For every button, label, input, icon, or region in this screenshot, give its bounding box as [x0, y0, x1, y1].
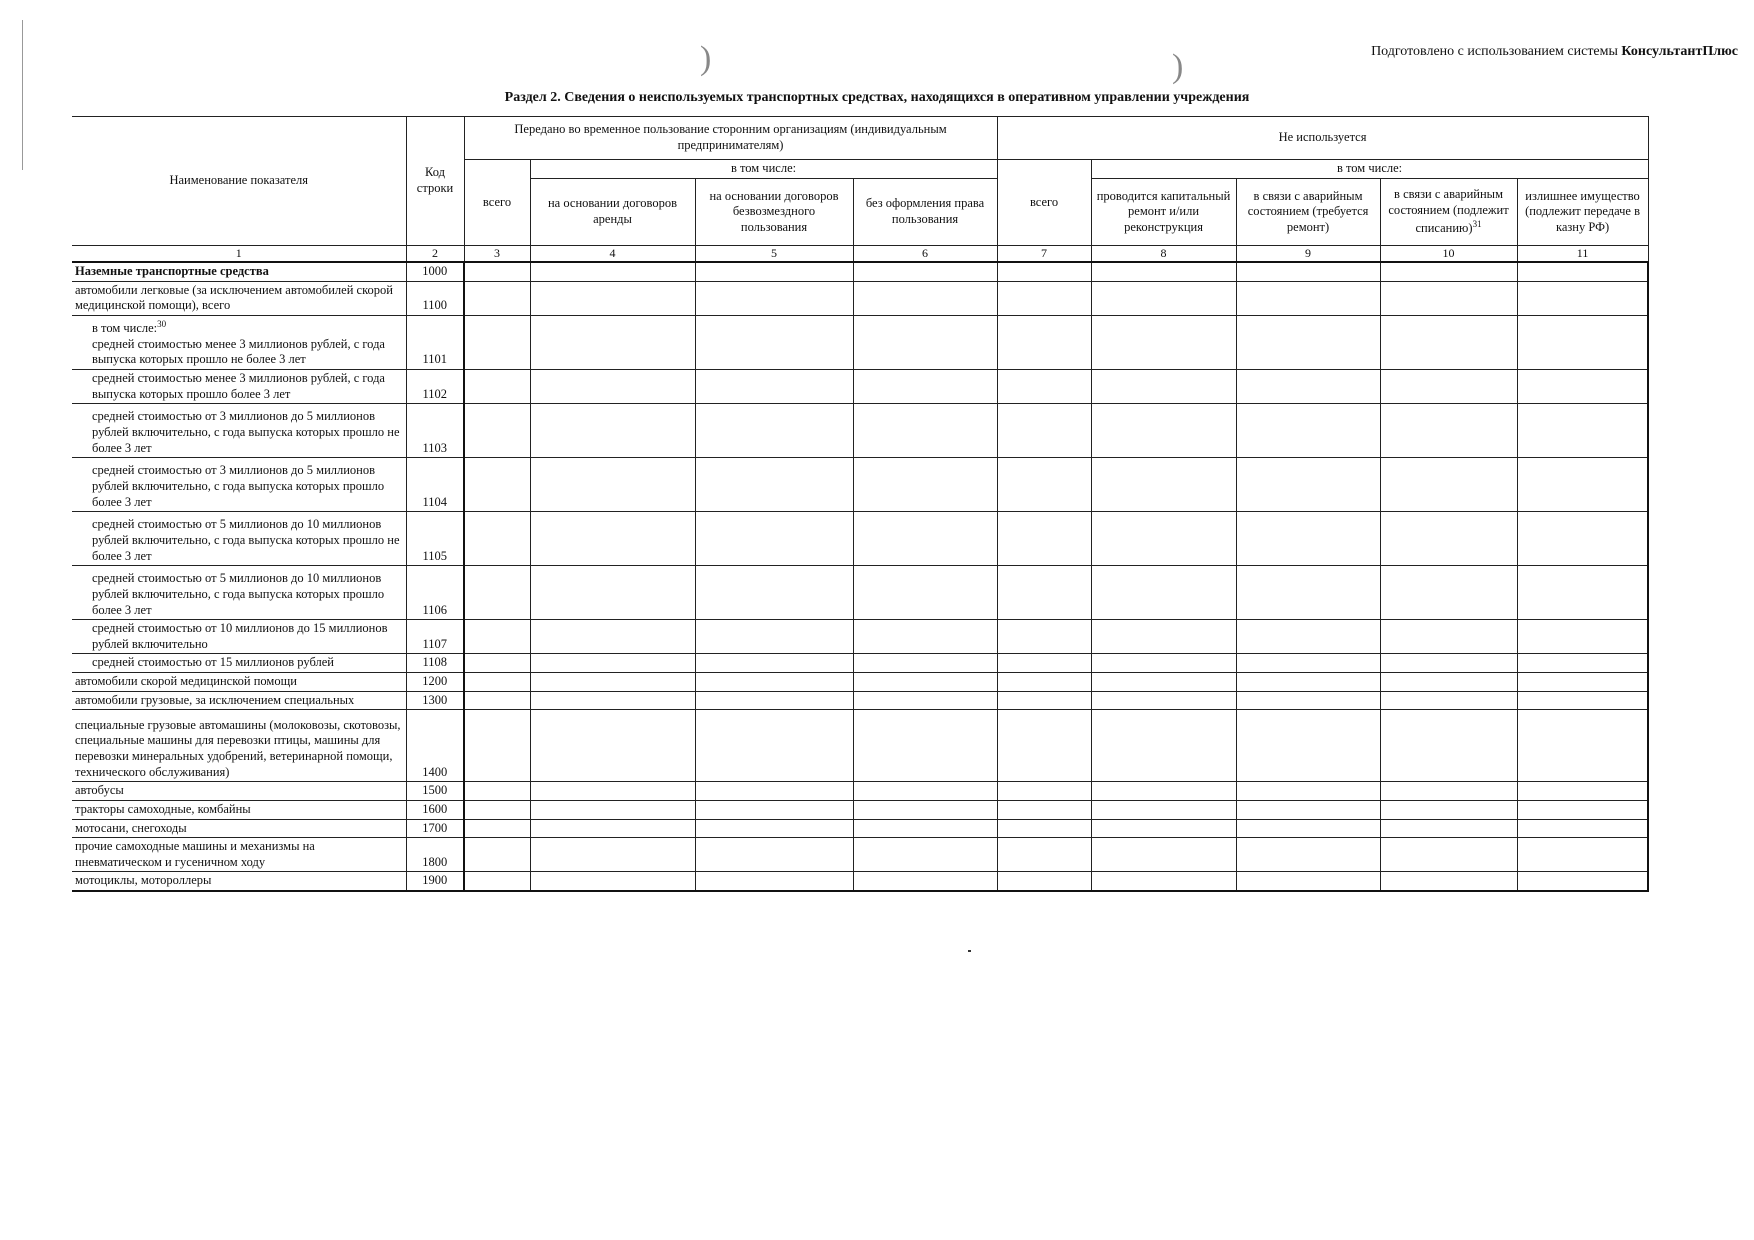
value-cell-col-10[interactable]: [1380, 838, 1517, 872]
value-cell-col-6[interactable]: [853, 404, 997, 458]
value-cell-col-6[interactable]: [853, 872, 997, 891]
value-cell-col-5[interactable]: [695, 691, 853, 710]
value-cell-col-8[interactable]: [1091, 710, 1236, 782]
value-cell-col-7[interactable]: [997, 800, 1091, 819]
value-cell-col-7[interactable]: [997, 819, 1091, 838]
table-row: [72, 315, 1648, 369]
value-cell-col-5[interactable]: [695, 512, 853, 566]
value-cell-col-5[interactable]: [695, 620, 853, 654]
value-cell-col-11[interactable]: [1517, 404, 1648, 458]
row-code: 1101: [406, 315, 464, 369]
value-cell-col-3[interactable]: [464, 512, 530, 566]
column-number: 10: [1380, 246, 1517, 263]
value-cell-col-3[interactable]: [464, 404, 530, 458]
row-code: 1700: [406, 819, 464, 838]
value-cell-col-10[interactable]: [1380, 566, 1517, 620]
row-code: 1103: [406, 404, 464, 458]
row-name: [72, 654, 406, 673]
value-cell-col-7[interactable]: [997, 315, 1091, 369]
value-cell-col-6[interactable]: [853, 369, 997, 403]
value-cell-col-9[interactable]: [1236, 673, 1380, 692]
row-code: 1102: [406, 369, 464, 403]
value-cell-col-7[interactable]: [997, 281, 1091, 315]
value-cell-col-11[interactable]: [1517, 566, 1648, 620]
row-name-text: автомобили грузовые, за исключением специальных: [75, 692, 355, 707]
value-cell-col-8[interactable]: [1091, 872, 1236, 891]
row-name-text: Наземные транспортные средства: [75, 264, 269, 278]
value-cell-col-11[interactable]: [1517, 819, 1648, 838]
column-number: 6: [853, 246, 997, 263]
row-code: 1100: [406, 281, 464, 315]
value-cell-col-4[interactable]: [530, 620, 695, 654]
row-code: 1108: [406, 654, 464, 673]
value-cell-col-3[interactable]: [464, 369, 530, 403]
value-cell-col-5[interactable]: [695, 782, 853, 801]
col-header-code: Код строки: [406, 117, 464, 246]
value-cell-col-10[interactable]: [1380, 710, 1517, 782]
row-code: 1000: [406, 262, 464, 281]
scan-speck: [968, 950, 971, 952]
value-cell-col-3[interactable]: [464, 262, 530, 281]
value-cell-col-4[interactable]: [530, 458, 695, 512]
value-cell-col-11[interactable]: [1517, 262, 1648, 281]
value-cell-col-8[interactable]: [1091, 691, 1236, 710]
column-number: 8: [1091, 246, 1236, 263]
row-name-text: средней стоимостью от 10 миллионов до 15 миллионов рублей включительно: [92, 621, 388, 651]
value-cell-col-5[interactable]: [695, 710, 853, 782]
value-cell-col-3[interactable]: [464, 620, 530, 654]
value-cell-col-4[interactable]: [530, 262, 695, 281]
value-cell-col-4[interactable]: [530, 315, 695, 369]
table-row: [72, 710, 1648, 782]
value-cell-col-5[interactable]: [695, 819, 853, 838]
scan-artifact-parenthesis: ): [700, 40, 712, 77]
value-cell-col-7[interactable]: [997, 512, 1091, 566]
value-cell-col-9[interactable]: [1236, 782, 1380, 801]
value-cell-col-4[interactable]: [530, 404, 695, 458]
row-name-text: средней стоимостью от 5 миллионов до 10 миллионов рублей включительно, с года выпуска которых прошло не более 3 лет: [92, 517, 400, 563]
value-cell-col-4[interactable]: [530, 872, 695, 891]
value-cell-col-5[interactable]: [695, 800, 853, 819]
value-cell-col-8[interactable]: [1091, 819, 1236, 838]
value-cell-col-10[interactable]: [1380, 620, 1517, 654]
table-row: [72, 620, 1648, 654]
value-cell-col-7[interactable]: [997, 673, 1091, 692]
row-name: [72, 710, 406, 782]
column-number: 9: [1236, 246, 1380, 263]
value-cell-col-11[interactable]: [1517, 620, 1648, 654]
row-name: [72, 369, 406, 403]
row-name-text: автобусы: [75, 783, 124, 798]
value-cell-col-6[interactable]: [853, 710, 997, 782]
row-name-text: прочие самоходные машины и механизмы на пневматическом и гусеничном ходу: [75, 839, 315, 869]
value-cell-col-8[interactable]: [1091, 262, 1236, 281]
row-code: 1105: [406, 512, 464, 566]
column-number-row: [72, 246, 1648, 263]
consultant-plus-note: [1371, 44, 1738, 60]
row-name: [72, 262, 406, 281]
value-cell-col-11[interactable]: [1517, 315, 1648, 369]
value-cell-col-11[interactable]: [1517, 512, 1648, 566]
value-cell-col-3[interactable]: [464, 281, 530, 315]
col-group-transferred: Передано во временное пользование сторонним организациям (индивидуальным предпринимателям): [464, 117, 997, 160]
note-brand: КонсультантПлюс: [1621, 44, 1738, 59]
value-cell-col-4[interactable]: [530, 369, 695, 403]
value-cell-col-8[interactable]: [1091, 620, 1236, 654]
column-number: 7: [997, 246, 1091, 263]
value-cell-col-4[interactable]: [530, 281, 695, 315]
value-cell-col-5[interactable]: [695, 838, 853, 872]
value-cell-col-9[interactable]: [1236, 691, 1380, 710]
col-header-6: без оформления права пользования: [853, 179, 997, 246]
value-cell-col-9[interactable]: [1236, 315, 1380, 369]
row-name-text: автомобили скорой медицинской помощи: [75, 674, 297, 688]
value-cell-col-7[interactable]: [997, 369, 1091, 403]
value-cell-col-6[interactable]: [853, 654, 997, 673]
value-cell-col-6[interactable]: [853, 458, 997, 512]
value-cell-col-6[interactable]: [853, 512, 997, 566]
value-cell-col-5[interactable]: [695, 315, 853, 369]
row-name-text: средней стоимостью менее 3 миллионов рублей, с года выпуска которых прошло более 3 лет: [92, 370, 385, 401]
value-cell-col-10[interactable]: [1380, 262, 1517, 281]
value-cell-col-3[interactable]: [464, 673, 530, 692]
value-cell-col-3[interactable]: [464, 838, 530, 872]
table-row: [72, 404, 1648, 458]
table-row: [72, 566, 1648, 620]
row-name-text: средней стоимостью от 15 миллионов рублей: [92, 655, 334, 670]
row-name: [72, 819, 406, 838]
row-name-text: средней стоимостью от 5 миллионов до 10 миллионов рублей включительно, с года выпуска которых прошло более 3 лет: [92, 571, 385, 617]
value-cell-col-6[interactable]: [853, 782, 997, 801]
value-cell-col-8[interactable]: [1091, 838, 1236, 872]
col-sub-transferred: в том числе:: [530, 160, 997, 179]
row-prefix: [92, 319, 403, 337]
row-name: [72, 281, 406, 315]
row-code: 1900: [406, 872, 464, 891]
value-cell-col-8[interactable]: [1091, 315, 1236, 369]
row-name: [72, 566, 406, 620]
value-cell-col-9[interactable]: [1236, 281, 1380, 315]
value-cell-col-4[interactable]: [530, 566, 695, 620]
col-header-7: всего: [997, 160, 1091, 246]
value-cell-col-4[interactable]: [530, 654, 695, 673]
value-cell-col-3[interactable]: [464, 782, 530, 801]
value-cell-col-10[interactable]: [1380, 404, 1517, 458]
value-cell-col-6[interactable]: [853, 800, 997, 819]
value-cell-col-3[interactable]: [464, 872, 530, 891]
row-code: 1400: [406, 710, 464, 782]
value-cell-col-4[interactable]: [530, 782, 695, 801]
value-cell-col-11[interactable]: [1517, 654, 1648, 673]
value-cell-col-11[interactable]: [1517, 369, 1648, 403]
col-header-8: проводится капитальный ремонт и/или реконструкция: [1091, 179, 1236, 246]
col-header-10: [1380, 179, 1517, 246]
value-cell-col-8[interactable]: [1091, 512, 1236, 566]
value-cell-col-7[interactable]: [997, 838, 1091, 872]
value-cell-col-7[interactable]: [997, 710, 1091, 782]
value-cell-col-6[interactable]: [853, 838, 997, 872]
table-row: [72, 262, 1648, 281]
value-cell-col-8[interactable]: [1091, 782, 1236, 801]
section-title: Раздел 2. Сведения о неиспользуемых транспортных средствах, находящихся в оперативном управлении учреждения: [504, 90, 1250, 105]
row-prefix-text: в том числе:: [92, 321, 158, 335]
value-cell-col-9[interactable]: [1236, 838, 1380, 872]
value-cell-col-5[interactable]: [695, 262, 853, 281]
value-cell-col-9[interactable]: [1236, 819, 1380, 838]
table-row: [72, 800, 1648, 819]
value-cell-col-9[interactable]: [1236, 369, 1380, 403]
value-cell-col-9[interactable]: [1236, 458, 1380, 512]
value-cell-col-5[interactable]: [695, 654, 853, 673]
col-header-10-footnote: 31: [1472, 218, 1482, 229]
value-cell-col-4[interactable]: [530, 710, 695, 782]
row-code: 1300: [406, 691, 464, 710]
value-cell-col-10[interactable]: [1380, 819, 1517, 838]
row-name-text: средней стоимостью от 3 миллионов до 5 миллионов рублей включительно, с года выпуска которых прошло более 3 лет: [92, 463, 385, 509]
row-name-text: средней стоимостью от 3 миллионов до 5 миллионов рублей включительно, с года выпуска которых прошло не более 3 лет: [92, 409, 400, 455]
value-cell-col-5[interactable]: [695, 404, 853, 458]
row-code: 1600: [406, 800, 464, 819]
value-cell-col-9[interactable]: [1236, 872, 1380, 891]
value-cell-col-9[interactable]: [1236, 566, 1380, 620]
col-header-11: излишнее имущество (подлежит передаче в казну РФ): [1517, 179, 1648, 246]
value-cell-col-3[interactable]: [464, 800, 530, 819]
value-cell-col-6[interactable]: [853, 620, 997, 654]
value-cell-col-6[interactable]: [853, 673, 997, 692]
row-name: [72, 782, 406, 801]
row-code: 1107: [406, 620, 464, 654]
row-name: [72, 620, 406, 654]
column-number: 11: [1517, 246, 1648, 263]
value-cell-col-11[interactable]: [1517, 872, 1648, 891]
value-cell-col-3[interactable]: [464, 566, 530, 620]
value-cell-col-6[interactable]: [853, 281, 997, 315]
table-row: [72, 838, 1648, 872]
value-cell-col-7[interactable]: [997, 872, 1091, 891]
value-cell-col-7[interactable]: [997, 782, 1091, 801]
table-row: [72, 654, 1648, 673]
col-header-name: Наименование показателя: [72, 117, 406, 246]
table-row: [72, 691, 1648, 710]
row-name-text: автомобили легковые (за исключением автомобилей скорой медицинской помощи), всего: [75, 282, 393, 313]
row-name: [72, 458, 406, 512]
value-cell-col-9[interactable]: [1236, 512, 1380, 566]
row-prefix-footnote: 30: [157, 318, 167, 329]
value-cell-col-8[interactable]: [1091, 654, 1236, 673]
value-cell-col-6[interactable]: [853, 566, 997, 620]
column-number: 4: [530, 246, 695, 263]
table-row: [72, 512, 1648, 566]
value-cell-col-8[interactable]: [1091, 566, 1236, 620]
value-cell-col-5[interactable]: [695, 872, 853, 891]
value-cell-col-10[interactable]: [1380, 782, 1517, 801]
value-cell-col-4[interactable]: [530, 800, 695, 819]
row-name: [72, 800, 406, 819]
value-cell-col-5[interactable]: [695, 566, 853, 620]
value-cell-col-10[interactable]: [1380, 872, 1517, 891]
value-cell-col-4[interactable]: [530, 512, 695, 566]
value-cell-col-4[interactable]: [530, 819, 695, 838]
value-cell-col-4[interactable]: [530, 673, 695, 692]
row-name-text: мотоциклы, мотороллеры: [75, 873, 212, 888]
col-header-9: в связи с аварийным состоянием (требуется ремонт): [1236, 179, 1380, 246]
value-cell-col-11[interactable]: [1517, 673, 1648, 692]
value-cell-col-8[interactable]: [1091, 281, 1236, 315]
value-cell-col-5[interactable]: [695, 673, 853, 692]
value-cell-col-11[interactable]: [1517, 281, 1648, 315]
value-cell-col-8[interactable]: [1091, 673, 1236, 692]
value-cell-col-10[interactable]: [1380, 315, 1517, 369]
row-code: 1104: [406, 458, 464, 512]
column-number: 5: [695, 246, 853, 263]
col-header-3: всего: [464, 160, 530, 246]
value-cell-col-11[interactable]: [1517, 458, 1648, 512]
column-number: 2: [406, 246, 464, 263]
value-cell-col-7[interactable]: [997, 262, 1091, 281]
value-cell-col-10[interactable]: [1380, 800, 1517, 819]
value-cell-col-10[interactable]: [1380, 281, 1517, 315]
col-group-not-used: Не используется: [997, 117, 1648, 160]
value-cell-col-10[interactable]: [1380, 691, 1517, 710]
row-name: [72, 838, 406, 872]
value-cell-col-8[interactable]: [1091, 404, 1236, 458]
value-cell-col-11[interactable]: [1517, 782, 1648, 801]
value-cell-col-7[interactable]: [997, 404, 1091, 458]
column-number: 3: [464, 246, 530, 263]
value-cell-col-7[interactable]: [997, 566, 1091, 620]
value-cell-col-3[interactable]: [464, 819, 530, 838]
value-cell-col-11[interactable]: [1517, 838, 1648, 872]
value-cell-col-4[interactable]: [530, 838, 695, 872]
value-cell-col-4[interactable]: [530, 691, 695, 710]
value-cell-col-8[interactable]: [1091, 369, 1236, 403]
value-cell-col-6[interactable]: [853, 691, 997, 710]
value-cell-col-10[interactable]: [1380, 458, 1517, 512]
row-code: 1800: [406, 838, 464, 872]
table-row: [72, 782, 1648, 801]
row-code: 1106: [406, 566, 464, 620]
table-row: [72, 458, 1648, 512]
value-cell-col-6[interactable]: [853, 262, 997, 281]
value-cell-col-10[interactable]: [1380, 512, 1517, 566]
row-name-text: специальные грузовые автомашины (молоковозы, скотовозы, специальные машины для перевозки птицы, машины для перевозки минеральных удобрений, ветеринарной помощи, технического обслуживания): [75, 717, 401, 779]
row-name: [72, 673, 406, 692]
value-cell-col-7[interactable]: [997, 458, 1091, 512]
col-header-5: на основании договоров безвозмездного пользования: [695, 179, 853, 246]
table-body: [72, 262, 1648, 891]
value-cell-col-7[interactable]: [997, 620, 1091, 654]
vehicles-table: [72, 116, 1649, 892]
value-cell-col-5[interactable]: [695, 281, 853, 315]
value-cell-col-3[interactable]: [464, 710, 530, 782]
value-cell-col-3[interactable]: [464, 654, 530, 673]
table-row: [72, 819, 1648, 838]
row-name-text: тракторы самоходные, комбайны: [75, 801, 251, 816]
value-cell-col-8[interactable]: [1091, 458, 1236, 512]
row-name: [72, 315, 406, 369]
table-row: [72, 369, 1648, 403]
value-cell-col-9[interactable]: [1236, 262, 1380, 281]
value-cell-col-6[interactable]: [853, 315, 997, 369]
value-cell-col-10[interactable]: [1380, 673, 1517, 692]
value-cell-col-6[interactable]: [853, 819, 997, 838]
value-cell-col-9[interactable]: [1236, 404, 1380, 458]
value-cell-col-11[interactable]: [1517, 800, 1648, 819]
row-code: 1200: [406, 673, 464, 692]
table-row: [72, 281, 1648, 315]
row-name: [72, 512, 406, 566]
value-cell-col-9[interactable]: [1236, 800, 1380, 819]
row-name: [72, 691, 406, 710]
value-cell-col-5[interactable]: [695, 369, 853, 403]
value-cell-col-7[interactable]: [997, 691, 1091, 710]
value-cell-col-5[interactable]: [695, 458, 853, 512]
value-cell-col-3[interactable]: [464, 315, 530, 369]
value-cell-col-11[interactable]: [1517, 691, 1648, 710]
value-cell-col-8[interactable]: [1091, 800, 1236, 819]
row-name: [72, 872, 406, 891]
col-sub-not-used: в том числе:: [1091, 160, 1648, 179]
col-header-4: на основании договоров аренды: [530, 179, 695, 246]
table-row: [72, 673, 1648, 692]
value-cell-col-10[interactable]: [1380, 369, 1517, 403]
value-cell-col-9[interactable]: [1236, 620, 1380, 654]
table-row: [72, 872, 1648, 891]
value-cell-col-7[interactable]: [997, 654, 1091, 673]
column-number: 1: [72, 246, 406, 263]
row-code: 1500: [406, 782, 464, 801]
value-cell-col-9[interactable]: [1236, 710, 1380, 782]
row-name-text: средней стоимостью менее 3 миллионов рублей, с года выпуска которых прошло не более 3 лет: [92, 336, 385, 367]
note-prefix: Подготовлено с использованием системы: [1371, 44, 1622, 59]
value-cell-col-10[interactable]: [1380, 654, 1517, 673]
row-name: [72, 404, 406, 458]
row-name-text: мотосани, снегоходы: [75, 820, 187, 835]
value-cell-col-9[interactable]: [1236, 654, 1380, 673]
value-cell-col-3[interactable]: [464, 691, 530, 710]
col-header-10-text: в связи с аварийным состоянием (подлежит списанию): [1388, 187, 1509, 235]
value-cell-col-11[interactable]: [1517, 710, 1648, 782]
value-cell-col-3[interactable]: [464, 458, 530, 512]
scan-artifact-parenthesis: ): [1172, 48, 1184, 85]
